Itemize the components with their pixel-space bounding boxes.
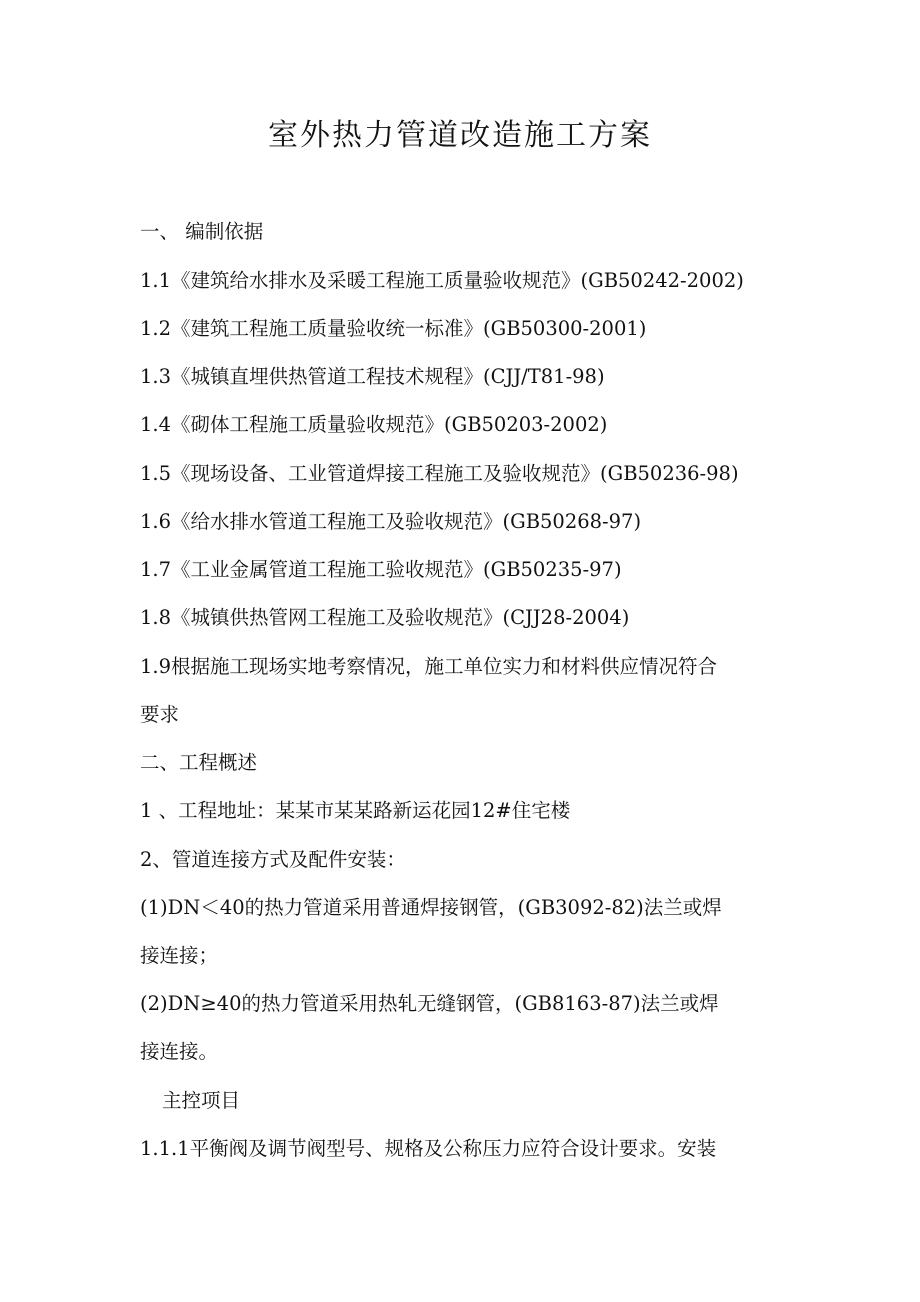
reference-item-1-9: 1.9根据施工现场实地考察情况，施工单位实力和材料供应情况符合 <box>140 655 718 678</box>
main-control-item-1-1-1: 1.1.1平衡阀及调节阀型号、规格及公称压力应符合设计要求。安装 <box>140 1137 717 1160</box>
reference-item-1-8: 1.8《城镇供热管网工程施工及验收规范》(CJJ28-2004) <box>140 606 630 629</box>
reference-item-1-3: 1.3《城镇直埋供热管道工程技术规程》(CJJ/T81-98) <box>140 365 605 388</box>
reference-item-1-4: 1.4《砌体工程施工质量验收规范》(GB50203-2002) <box>140 413 608 436</box>
reference-item-1-9-continued: 要求 <box>140 703 180 726</box>
connection-rule-1: (1)DN＜40的热力管道采用普通焊接钢管，(GB3092-82)法兰或焊 <box>140 896 722 919</box>
connection-rule-1-continued: 接连接； <box>140 944 219 967</box>
reference-item-1-1: 1.1《建筑给水排水及采暖工程施工质量验收规范》(GB50242-2002) <box>140 269 744 292</box>
reference-item-1-2: 1.2《建筑工程施工质量验收统一标准》(GB50300-2001) <box>140 317 647 340</box>
connection-rule-2-continued: 接连接。 <box>140 1040 219 1063</box>
section-heading-overview: 二、工程概述 <box>140 751 258 774</box>
document-title: 室外热力管道改造施工方案 <box>268 118 652 153</box>
connection-rule-2: (2)DN≥40的热力管道采用热轧无缝钢管，(GB8163-87)法兰或焊 <box>140 992 719 1015</box>
reference-item-1-5: 1.5《现场设备、工业管道焊接工程施工及验收规范》(GB50236-98) <box>140 462 739 485</box>
overview-item-address: 1 、工程地址：某某市某某路新运花园12#住宅楼 <box>140 799 571 822</box>
subsection-heading-main-control: 主控项目 <box>162 1089 241 1112</box>
overview-item-connection: 2、管道连接方式及配件安装： <box>140 848 406 871</box>
section-heading-basis: 一、 编制依据 <box>140 220 264 243</box>
reference-item-1-7: 1.7《工业金属管道工程施工验收规范》(GB50235-97) <box>140 558 622 581</box>
reference-item-1-6: 1.6《给水排水管道工程施工及验收规范》(GB50268-97) <box>140 510 642 533</box>
